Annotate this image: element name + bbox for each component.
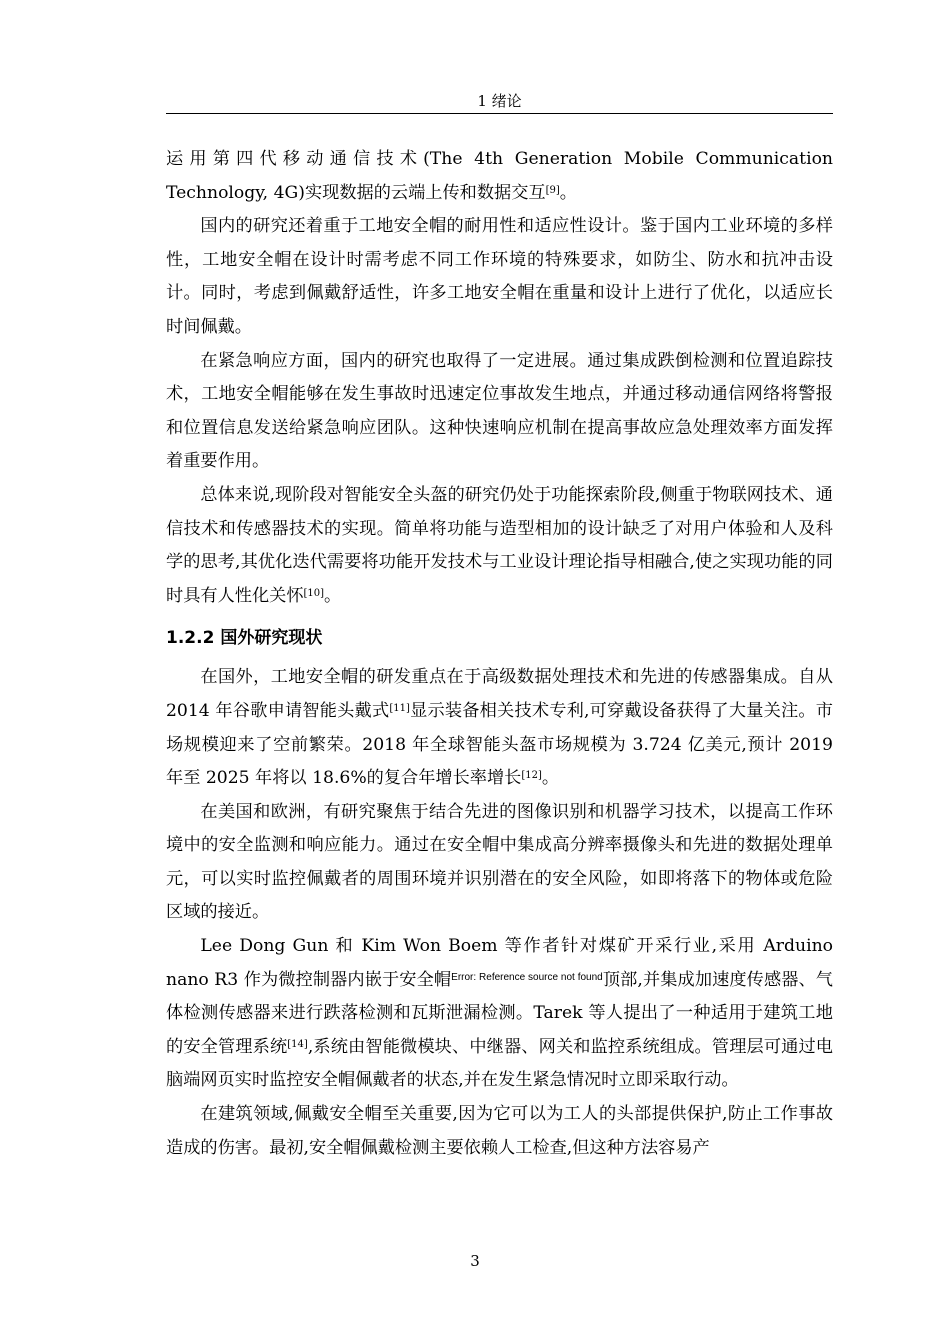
paragraph-text: 国内的研究还着重于工地安全帽的耐用性和适应性设计。鉴于国内工业环境的多样性，工地安全帽在设计时需考虑不同工作环境的特殊要求，如防尘、防水和抗冲击设计。同时，考虑到佩戴舒适性，许多工地安全帽在重量和设计上进行了优化，以适应长时间佩戴。 bbox=[166, 216, 833, 337]
citation-ref: [12] bbox=[521, 770, 542, 782]
paragraph-text: ,系统由智能微模块、中继器、网关和监控系统组成。管理层可通过电脑端网页实时监控安全帽佩戴者的状态,并在发生紧急情况时立即采取行动。 bbox=[166, 1036, 833, 1091]
punctuation: 。 bbox=[324, 585, 342, 606]
paragraph-text: 显示装备相关技术专利,可穿戴设备获得了大量关注。市场规模迎来了空前繁荣。2018 年全球智能头盔市场规模为 3.724 亿美元,预计 2019 年至 2025 年将以 18.6%的复合年增长率增长 bbox=[166, 700, 833, 789]
punctuation: 。 bbox=[541, 768, 560, 789]
header-title: 1 绪论 bbox=[477, 92, 522, 110]
citation-ref: [11] bbox=[389, 702, 410, 714]
paragraph-text: 总体来说,现阶段对智能安全头盔的研究仍处于功能探索阶段,侧重于物联网技术、通信技术和传感器技术的实现。简单将功能与造型相加的设计缺乏了对用户体验和人及科学的思考,其优化迭代需要将功能开发技术与工业设计理论指导相融合,使之实现功能的同时具有人性化关怀 bbox=[166, 484, 833, 606]
running-header bbox=[166, 91, 833, 114]
paragraph bbox=[166, 345, 833, 479]
paragraph-text: 在紧急响应方面，国内的研究也取得了一定进展。通过集成跌倒检测和位置追踪技术，工地安全帽能够在发生事故时迅速定位事故发生地点，并通过移动通信网络将警报和位置信息发送给紧急响应团队。这种快速响应机制在提高事故应急处理效率方面发挥着重要作用。 bbox=[166, 350, 833, 472]
paragraph bbox=[166, 796, 833, 930]
paragraph-text: Lee Dong Gun 和 Kim Won Boem 等作者针对煤矿开采行业,采用 Arduino nano R3 作为微控制器内嵌于安全帽 bbox=[166, 936, 833, 990]
paragraph-text: 在建筑领域,佩戴安全帽至关重要,因为它可以为工人的头部提供保护,防止工作事故造成的伤害。最初,安全帽佩戴检测主要依赖人工检查,但这种方法容易产 bbox=[166, 1104, 833, 1158]
paragraph bbox=[166, 210, 833, 344]
citation-ref: [10] bbox=[303, 587, 325, 599]
paragraph bbox=[166, 661, 833, 795]
paragraph bbox=[166, 1098, 833, 1165]
paragraph bbox=[166, 930, 833, 1098]
paragraph-text: 运用第四代移动通信技术(The 4th Generation Mobile Communication Technology, 4G)实现数据的云端上传和数据交互 bbox=[166, 149, 833, 203]
citation-ref: [9] bbox=[545, 184, 560, 196]
paragraph-text: 在国外，工地安全帽的研发重点在于高级数据处理技术和先进的传感器集成。自从 2014 年谷歌申请智能头戴式 bbox=[166, 667, 833, 721]
paragraph-text: 顶部,并集成加速度传感器、气体检测传感器来进行跌落检测和瓦斯泄漏检测。Tarek 等人提出了一种适用于建筑工地的安全管理系统 bbox=[166, 969, 833, 1057]
page-number: 3 bbox=[470, 1252, 480, 1270]
punctuation: 。 bbox=[559, 182, 577, 203]
body-text bbox=[166, 143, 833, 1165]
reference-error-text: Error: Reference source not found bbox=[451, 971, 603, 983]
paragraph bbox=[166, 479, 833, 613]
citation-ref: [14] bbox=[287, 1038, 308, 1050]
paragraph-text: 在美国和欧洲，有研究聚焦于结合先进的图像识别和机器学习技术，以提高工作环境中的安全监测和响应能力。通过在安全帽中集成高分辨率摄像头和先进的数据处理单元，可以实时监控佩戴者的周围环境并识别潜在的安全风险，如即将落下的物体或危险区域的接近。 bbox=[166, 801, 833, 923]
section-heading: 1.2.2 国外研究现状 bbox=[166, 628, 323, 649]
paragraph-continuation bbox=[166, 143, 833, 210]
